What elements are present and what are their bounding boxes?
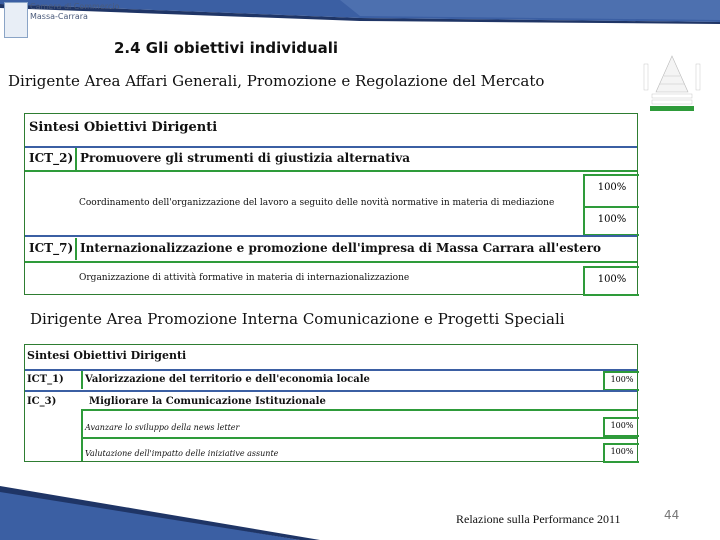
footer-text: Relazione sulla Performance 2011 [456,512,621,526]
objective-item: Organizzazione di attività formative in materia di internazionalizzazione [79,273,410,283]
divider [25,235,637,237]
table1-title: Sintesi Obiettivi Dirigenti [29,120,218,135]
objective-item: Avanzare lo sviluppo della news letter [85,423,240,432]
objective-label: Internazionalizzazione e promozione dell'impresa di Massa Carrara all'estero [80,241,602,255]
logo-line2: Massa-Carrara [30,12,88,21]
divider [75,148,77,170]
page-number: 44 [664,508,680,522]
objective-code: ICT_1) [27,374,64,385]
percent-cell: 100% [583,174,639,208]
objective-code: ICT_7) [29,241,74,255]
section1-title: Dirigente Area Affari Generali, Promozione e Regolazione del Mercato [8,72,545,90]
divider [81,409,83,461]
divider [25,369,637,371]
objectives-table-2 [24,344,638,462]
logo-text [30,2,119,22]
objective-label: Migliorare la Comunicazione Istituzionale [89,396,326,407]
divider [25,170,637,172]
divider [75,238,77,260]
objective-label: Promuovere gli strumenti di giustizia alternativa [80,151,411,165]
objectives-table-1 [24,113,638,295]
percent-cell: 100% [603,443,639,463]
divider [25,261,637,263]
divider [25,146,637,148]
divider [25,390,637,392]
pyramid-diagram-thumbnail [642,52,702,114]
logo-line1: Camera di Commercio [30,2,120,11]
table2-title: Sintesi Obiettivi Dirigenti [27,349,187,362]
section2-title: Dirigente Area Promozione Interna Comunicazione e Progetti Speciali [30,310,565,328]
divider [81,371,83,389]
objective-label: Valorizzazione del territorio e dell'economia locale [85,374,370,385]
slide-title: 2.4 Gli obiettivi individuali [114,39,339,57]
divider [81,437,637,439]
percent-cell: 100% [583,206,639,236]
percent-cell: 100% [603,417,639,437]
objective-item: Valutazione dell'impatto delle iniziative assunte [85,449,279,458]
chamber-logo [4,2,28,38]
percent-cell: 100% [603,371,639,391]
objective-code: ICT_2) [29,151,74,165]
objective-item: Coordinamento dell'organizzazione del lavoro a seguito delle novità normative in materia di mediazione [79,198,555,208]
divider [81,409,637,411]
objective-code: IC_3) [27,396,57,407]
percent-cell: 100% [583,266,639,296]
